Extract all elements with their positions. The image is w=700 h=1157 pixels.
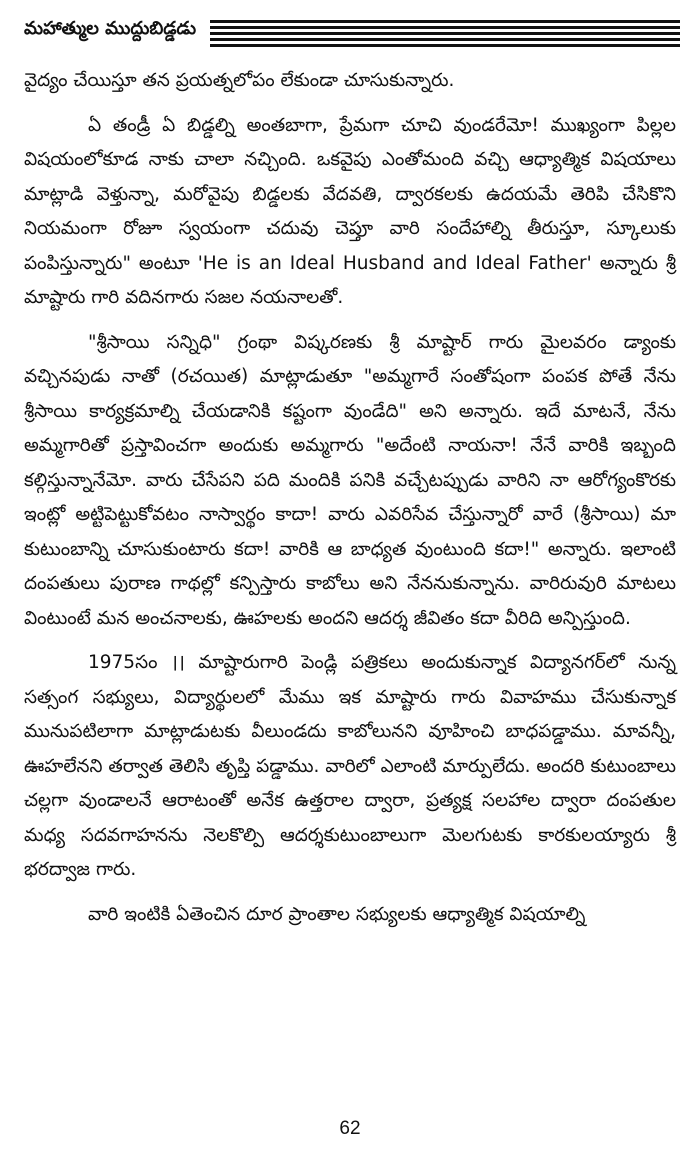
header-rule [210,26,680,29]
paragraph: ఏ తండ్రీ ఏ బిడ్డల్ని అంతబాగా, ప్రేమగా చూచి వుండరేమో! ముఖ్యంగా పిల్లల విషయంలోకూడ నాకు చాలా నచ్చింది. ఒకవైపు ఎంతోమంది వచ్చి ఆధ్యాత్మిక విషయాలు మాట్లాడి వెళ్తున్నా, మరోవైపు బిడ్డలకు వేదవతి, ద్వారకలకు ఉదయమే తెరిపి చేసికొని నియమంగా రోజూ స్వయంగా చదువు చెప్తూ వారి సందేహాల్ని తీరుస్తూ, స్కూలుకు పంపిస్తున్నారు" అంటూ 'He is an Ideal Husband and Ideal Father' అన్నారు శ్రీ మాష్టారు గారి వదినగారు సజల నయనాలతో. [24,114,676,308]
running-header-title: మహాత్ముల ముద్దుబిడ్డడు [24,18,197,39]
paragraph: 1975సం ।। మాష్టారుగారి పెండ్లి పత్రికలు అందుకున్నాక విద్యానగర్‌లో నున్న సత్సంగ సభ్యులు, విద్యార్థులలో మేము ఇక మాష్టారు గారు వివాహము చేసుకున్నాక మునుపటిలాగా మాట్లాడుటకు వీలుండదు కాబోలునని వూహించి బాధపడ్డాము. మావన్నీ, ఊహలేనని తర్వాత తెలిసి తృప్తి పడ్డాము. వారిలో ఎలాంటి మార్పులేదు. అందరి కుటుంబాలు చల్లగా వుండాలనే ఆరాటంతో అనేక ఉత్తరాల ద్వారా, ప్రత్యక్ష సలహాల ద్వారా దంపతుల మధ్య సదవగాహనను నెలకొల్పి ఆదర్శకుటుంబాలుగా మెలగుటకు కారకులయ్యారు శ్రీ భరద్వాజ గారు. [24,652,676,880]
page-number: 62 [339,1118,361,1139]
header-rule-lines [210,20,680,50]
header-rule [210,20,680,23]
paragraph-continuation: వైద్యం చేయిస్తూ తన ప్రయత్నలోపం లేకుండా చూసుకున్నారు. [24,70,455,91]
header-rule [210,32,680,35]
paragraph: వారి ఇంటికి ఏతెంచిన దూర ప్రాంతాల సభ్యులకు ఆధ్యాత్మిక విషయాల్ని [88,903,586,925]
header-rule [210,44,680,47]
page-body-text [24,64,676,932]
header-rule [210,38,680,41]
paragraph: "శ్రీసాయి సన్నిధి" గ్రంథా విష్కరణకు శ్రీ మాష్టార్ గారు మైలవరం డ్యాంకు వచ్చినపుడు నాతో (రచయిత) మాట్లాడుతూ "అమ్మగారే సంతోషంగా పంపక పోతే నేను శ్రీసాయి కార్యక్రమాల్ని చేయడానికి కష్టంగా వుండేది" అని అన్నారు. ఇదే మాటనే, నేను అమ్మగారితో ప్రస్తావించగా అందుకు అమ్మగారు "అదేంటి నాయనా! నేనే వారికి ఇబ్బంది కల్గిస్తున్నానేమో. వారు చేసేపని పది మందికి పనికి వచ్చేటప్పుడు వారిని నా ఆరోగ్యంకొరకు ఇంట్లో అట్టిపెట్టుకోవటం నాస్వార్థం కాదా! వారు ఎవరిసేవ చేస్తున్నారో వారే (శ్రీసాయి) మా కుటుంబాన్ని చూసుకుంటారు కదా! వారికి ఆ బాధ్యత వుంటుంది కదా!" అన్నారు. ఇలాంటి దంపతులు పురాణ గాథల్లో కన్పిస్తారు కాబోలు అని నేననుకున్నాను. వారిరువురి మాటలు వింటుంటే మన అంచనాలకు, ఊహలకు అందని ఆదర్శ జీవితం కదా వీరిది అన్పిస్తుంది. [24,331,676,629]
